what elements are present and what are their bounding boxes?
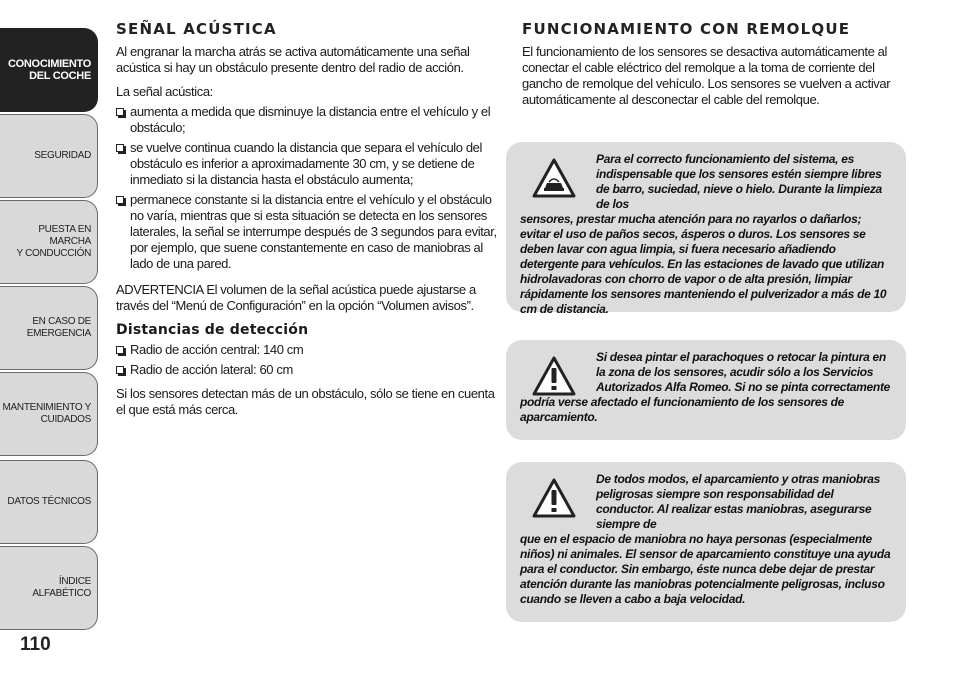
distance-list bbox=[116, 342, 504, 378]
warning-triangle-icon bbox=[532, 356, 576, 396]
tab-label: Y CONDUCCIÓN bbox=[16, 248, 91, 259]
car-care-icon bbox=[532, 158, 576, 198]
warning-text-rest: que en el espacio de maniobra no haya personas (especialmente niños) ni animales. El sensor de aparcamiento constituye una ayuda para el conductor. Sin embargo, éste nunca debe dejar de prestar atención durante las maniobras potencialmente peligrosas, incluso cuando se lleven a cabo a baja velocidad. bbox=[520, 532, 891, 606]
checkbox-bullet-icon bbox=[116, 108, 124, 116]
page-number: 110 bbox=[20, 634, 51, 655]
warning-box-maneuvers bbox=[506, 462, 906, 622]
signal-bullet-list bbox=[116, 104, 504, 272]
list-item bbox=[116, 140, 504, 188]
list-item bbox=[116, 104, 504, 136]
list-item-text: se vuelve continua cuando la distancia que separa el vehículo del obstáculo es inferior a aproximadamente 30 cm, y se detiene de inmediato si la distancia hasta el obstáculo aumenta; bbox=[130, 140, 482, 187]
tab-label: EMERGENCIA bbox=[26, 328, 91, 339]
section-title-remolque: FUNCIONAMIENTO CON REMOLQUE bbox=[522, 20, 851, 38]
warning-text-lead: Si desea pintar el parachoques o retocar la pintura en la zona de los sensores, acudir sólo a los Servicios Autorizados Alfa Romeo. Si no se pinta correctamente bbox=[596, 350, 891, 394]
tab-mantenimiento[interactable] bbox=[0, 372, 98, 456]
tab-label: CUIDADOS bbox=[40, 414, 91, 425]
tab-label: ÍNDICE ALFABÉTICO bbox=[32, 576, 91, 599]
closing-paragraph: Si los sensores detectan más de un obstáculo, sólo se tiene en cuenta el que está más cerca. bbox=[116, 386, 495, 417]
checkbox-bullet-icon bbox=[116, 366, 124, 374]
warning-text-lead: De todos modos, el aparcamiento y otras maniobras peligrosas siempre son responsabilidad del conductor. Al realizar estas maniobras, asegurarse siempre de bbox=[596, 472, 881, 531]
warning-text-rest: podría verse afectado el funcionamiento de los sensores de aparcamiento. bbox=[520, 395, 845, 424]
warning-text-rest: sensores, prestar mucha atención para no rayarlos o dañarlos; evitar el uso de paños secos, ásperos o duros. Los sensores se deben lavar con agua limpia, si fuera necesario añadiendo detergente para vehículos. En las estaciones de lavado que utilizan hidrolavadoras con chorro de vapor o de alta presión, limpiar rápidamente los sensores manteniendo el pulverizador a más de 10 cm de distancia. bbox=[520, 212, 887, 316]
tab-datos-tecnicos[interactable] bbox=[0, 460, 98, 544]
list-item-text: Radio de acción central: 140 cm bbox=[130, 342, 304, 357]
tab-puesta-en-marcha[interactable] bbox=[0, 200, 98, 284]
lead-paragraph: La señal acústica: bbox=[116, 84, 213, 99]
list-item bbox=[116, 362, 504, 378]
list-item-text: aumenta a medida que disminuye la distancia entre el vehículo y el obstáculo; bbox=[130, 104, 491, 135]
checkbox-bullet-icon bbox=[116, 346, 124, 354]
right-column bbox=[522, 20, 904, 116]
tab-label: EN CASO DE bbox=[32, 316, 91, 327]
tab-label: CONOCIMIENTO bbox=[8, 58, 91, 70]
warning-text-lead: Para el correcto funcionamiento del sistema, es indispensable que los sensores estén siempre libres de barro, suciedad, nieve o hielo. Durante la limpieza de los bbox=[596, 152, 882, 211]
subsection-title-distancias: Distancias de detección bbox=[116, 322, 309, 338]
warning-triangle-icon bbox=[532, 478, 576, 518]
tab-indice-alfabetico[interactable] bbox=[0, 546, 98, 630]
tab-label: SEGURIDAD bbox=[34, 150, 91, 161]
list-item bbox=[116, 342, 504, 358]
checkbox-bullet-icon bbox=[116, 144, 124, 152]
tab-label: PUESTA EN MARCHA bbox=[38, 224, 91, 247]
checkbox-bullet-icon bbox=[116, 196, 124, 204]
remolque-paragraph: El funcionamiento de los sensores se desactiva automáticamente al conectar el cable eléctrico del remolque a la toma de corriente del gancho de remolque del vehículo. Los sensores se vuelven a activar automáticamente al desconectar el cable del remolque. bbox=[522, 44, 891, 107]
tab-conocimiento-del-coche[interactable] bbox=[0, 28, 98, 112]
intro-paragraph: Al engranar la marcha atrás se activa automáticamente una señal acústica si hay un obstáculo presente dentro del radio de acción. bbox=[116, 44, 470, 75]
tab-seguridad[interactable] bbox=[0, 114, 98, 198]
tab-label: DATOS TÉCNICOS bbox=[7, 496, 91, 507]
tab-label: MANTENIMIENTO Y bbox=[2, 402, 91, 413]
list-item bbox=[116, 192, 504, 272]
warning-box-paint bbox=[506, 340, 906, 440]
list-item-text: Radio de acción lateral: 60 cm bbox=[130, 362, 293, 377]
tab-en-caso-de-emergencia[interactable] bbox=[0, 286, 98, 370]
advertencia-paragraph: ADVERTENCIA El volumen de la señal acústica puede ajustarse a través del “Menú de Configuración” en la opción “Volumen avisos”. bbox=[116, 282, 476, 313]
tab-label: DEL COCHE bbox=[29, 70, 91, 82]
list-item-text: permanece constante si la distancia entre el vehículo y el obstáculo no varía, mientras que si esta situación se detecta en los sensores laterales, la señal se interrumpe después de 3 segundos para evitar, por ejemplo, que suene constantemente en caso de maniobras al lado de una pared. bbox=[130, 192, 497, 271]
section-title-senal-acustica: SEÑAL ACÚSTICA bbox=[116, 20, 277, 38]
left-column bbox=[116, 20, 504, 426]
warning-box-cleaning bbox=[506, 142, 906, 316]
